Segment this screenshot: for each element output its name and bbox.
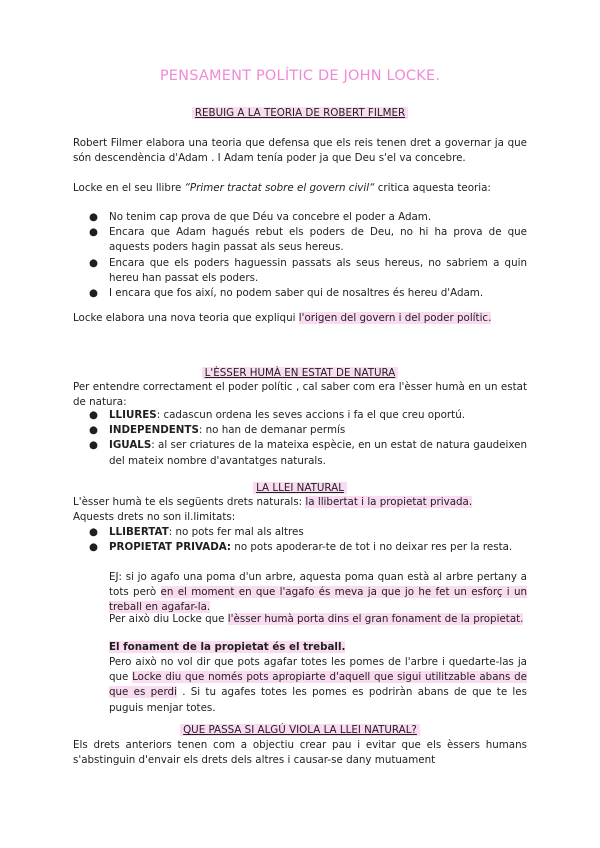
list-item: ● INDEPENDENTS: no han de demanar permís <box>89 424 346 437</box>
book-title: “Primer tractat sobre el govern civil“ <box>184 182 375 194</box>
limits-list <box>73 525 527 555</box>
list-item: ● I encara que fos així, no podem saber qui de nosaltres és hereu d'Adam. <box>89 287 484 300</box>
list-item: ● No tenim cap prova de que Déu va concebre el poder a Adam. <box>89 211 432 223</box>
locke-critique-intro: Locke en el seu llibre “Primer tractat sobre el govern civil“ critica aquesta teoria: <box>73 182 491 194</box>
example-paragraph: EJ: si jo agafo una poma d'un arbre, aquesta poma quan està al arbre pertany a tots però en el moment en que l'agafo és meva ja que jo he fet un esforç i un treball en agafar-la. <box>109 571 528 614</box>
locke-property-paragraph: Per això diu Locke que l'èsser humà porta dins el gran fonament de la propietat. <box>109 613 524 625</box>
drets-naturals-paragraph: L'èsser humà te els següents drets naturals: la llibertat i la propietat privada. <box>73 496 473 508</box>
highlight-origin: l'origen del govern i del poder polític. <box>298 312 492 324</box>
fonament-line: El fonament de la propietat és el treball. <box>109 641 346 653</box>
estat-natura-list <box>73 408 527 469</box>
list-item: ● Encara que Adam hagués rebut els poders de Deu, no hi ha prova de que aquests poders hagin passat als seus hereus. <box>89 226 527 254</box>
section-heading-filmer: REBUIG A LA TEORIA DE ROBERT FILMER <box>73 106 527 121</box>
list-item: ● Encara que els poders haguessin passats als seus hereus, no sabriem a quin hereu han passat els poders. <box>89 256 527 284</box>
critique-list <box>73 210 527 301</box>
highlight-esforc: en el moment en que l'agafo és meva ja que jo he fet un esforç i un treball en agafar-la. <box>109 586 528 614</box>
pomes-paragraph: Pero això no vol dir que pots agafar totes les pomes de l'arbre i quedarte-las ja que Locke diu que només pots apropiarte d'aquell que sigui utilitzable abans de que es perdi . Si tu agafes totes les pomes es podriràn abans de que te les puguis menjar totes. <box>109 656 527 714</box>
highlight-propietat: l'èsser humà porta dins el gran fonament de la propietat. <box>227 613 524 625</box>
new-theory-paragraph: Locke elabora una nova teoria que expliqui l'origen del govern i del poder polític. <box>73 312 492 324</box>
drets-limits: Aquests drets no son il.limitats: <box>73 511 236 523</box>
section-heading-estat-natura: L'ÈSSER HUMÀ EN ESTAT DE NATURA <box>73 366 527 381</box>
filmer-paragraph: Robert Filmer elabora una teoria que defensa que els reis tenen dret a governar ja que són descendència d'Adam . I Adam tenía poder ja que Deu s'el va concebre. <box>73 137 527 165</box>
highlight-utilitzable: Locke diu que només pots apropiarte d'aquell que sigui utilitzable abans de que es perdi <box>109 671 527 699</box>
page-title: PENSAMENT POLÍTIC DE JOHN LOCKE. <box>159 68 441 84</box>
estat-natura-intro: Per entendre correctament el poder polític , cal saber com era l'èsser humà en un estat de natura: <box>73 381 527 409</box>
list-item: ● PROPIETAT PRIVADA: no pots apoderar-te de tot i no deixar res per la resta. <box>89 541 513 554</box>
list-item: ● IGUALS: al ser criatures de la mateixa espècie, en un estat de natura gaudeixen del mateix nombre d'avantatges naturals. <box>89 439 528 467</box>
section-heading-llei-natural: LA LLEI NATURAL <box>73 481 527 496</box>
section-heading-viola: QUE PASSA SI ALGÚ VIOLA LA LLEI NATURAL? <box>73 723 527 738</box>
list-item: ● LLIBERTAT: no pots fer mal als altres <box>89 526 304 538</box>
highlight-drets: la llibertat i la propietat privada. <box>305 496 473 508</box>
list-item: ● LLIURES: cadascun ordena les seves accions i fa el que creu oportú. <box>89 409 465 421</box>
viola-paragraph: Els drets anteriors tenen com a objectiu crear pau i evitar que els èssers humans s'abstinguin d'envair els drets dels altres i causar-se dany mutuament <box>73 739 527 767</box>
